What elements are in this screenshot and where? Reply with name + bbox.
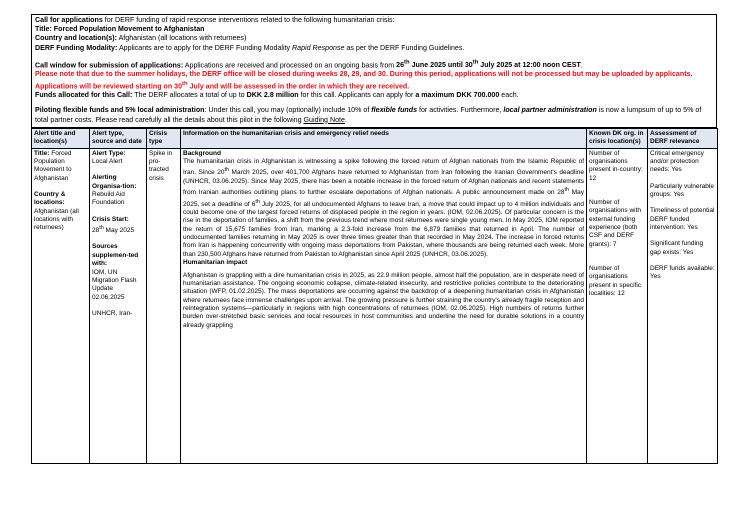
call-modality <box>35 44 713 53</box>
header-known-org: Known DK org. in crisis location(s) <box>587 128 648 148</box>
alerting-org-value: Rebuild Aid Foundation <box>92 190 125 207</box>
header-crisis-type: Crisis type <box>147 128 181 148</box>
pilot-end: is now a lumpsum of up to 5% of total partner costs. Please read carefully all the details about this pilot in the following <box>35 106 702 124</box>
pilot-mid: for activities. Furthermore, <box>417 106 504 115</box>
alerting-org-label: Alerting Organisa-tion: <box>92 174 137 190</box>
pilot-line <box>35 106 713 124</box>
call-intro <box>35 16 713 25</box>
alert-title <box>34 150 87 183</box>
alert-type-label: Alert Type: <box>92 149 126 157</box>
crisis-start-label: Crisis Start: <box>92 215 129 223</box>
call-modality-end: as per the DERF Funding Guidelines. <box>344 43 465 52</box>
call-country <box>35 34 713 43</box>
header-information: Information on the humanitarian crisis and emergency relief needs <box>181 128 587 148</box>
window-mid: June 2025 until 30 <box>409 61 473 70</box>
call-window-dates <box>396 61 581 69</box>
impact-paragraph: Afghanistan is grappling with a dire humanitarian crisis in 2025, as 22.9 million people, almost half the population, are in desperate need of humanitarian assistance. The ongoing economic collapse, climate-related insecurity, and restrictive policies contribute to the deteriorating situation (WFP, 01.02.2025). The mass deportations are occurring against the backdrop of a deepening humanitarian crisis in Afghanistan where returnees face immense challenges upon arrival. The growing pressure is further straining the country's already fragile reception and reintegration systems—particularly in regions with high concentrations of returnees (IOM, 02.06.2025). High numbers of returns further burden over-stretched basic services and local resources in host communities and underline the need for durable solutions in a country already grappling <box>183 271 584 329</box>
bg-sup-1: th <box>224 167 230 174</box>
alert-type-value: Local Alert <box>92 157 123 165</box>
table-header-row <box>32 128 718 148</box>
assess-vulnerable: Particularly vulnerable groups: Yes <box>650 182 714 198</box>
org-count-in-country: Number of organisations present in-country: 12 <box>589 149 643 182</box>
call-modality-label: DERF Funding Modality: <box>35 43 118 52</box>
funds-label: Funds allocated for this Call: <box>35 91 133 100</box>
call-modality-italic: Rapid Response <box>292 43 345 52</box>
pilot-text: : Under this call, you may (optionally) include 10% of <box>204 106 372 115</box>
guiding-dot: . <box>344 115 347 124</box>
pilot-local: local partner administration <box>503 106 597 115</box>
crisis-type-value: Spike in pro-tracted crisis <box>149 149 173 182</box>
window-dot: . <box>580 61 583 70</box>
call-intro-text: for DERF funding of rapid response interventions related to the following humanitarian crisis: <box>102 16 395 24</box>
funds-mid: for this call. Applicants can apply for <box>298 91 416 100</box>
pilot-label: Piloting flexible funds and 5% local administration <box>35 106 205 115</box>
header-alert-type: Alert type, source and date <box>90 128 147 148</box>
window-to-sup: th <box>472 59 479 66</box>
window-end: July 2025 at 12:00 noon CEST <box>478 61 581 70</box>
funds-total: DKK 2.8 million <box>246 91 299 100</box>
impact-heading: Humanitarian impact <box>183 259 248 267</box>
funds-line <box>35 91 713 100</box>
call-country-value: Afghanistan (all locations with returnees) <box>116 34 247 43</box>
assess-funds-available: DERF funds available: Yes <box>650 265 715 281</box>
alert-country-label: Country & locations: <box>34 190 66 207</box>
header-alert-title: Alert title and location(s) <box>32 128 90 148</box>
crisis-start-month: May 2025 <box>103 227 135 235</box>
assess-funding-gap: Significant funding gap exists: Yes <box>650 240 704 256</box>
cell-information <box>181 148 587 463</box>
table-row <box>32 148 718 463</box>
call-summary-box <box>31 14 717 128</box>
background-paragraph <box>183 158 584 259</box>
cell-alert-type <box>90 148 147 463</box>
call-country-label: Country and location(s): <box>35 34 117 43</box>
holiday-notice-end: July and will be assessed in the order in which they are received. <box>187 81 410 90</box>
cell-crisis-type <box>147 148 181 463</box>
funds-max: a maximum DKK 700.000 <box>415 91 500 100</box>
bg-text-1: The humanitarian crisis in Afghanistan is witnessing a spike following the forced return of Afghan nationals from the Islamic Republic of Iran. Since 20 <box>183 157 584 177</box>
alert-country-value: Afghanistan (all locations with returnees) <box>34 207 79 232</box>
alert-title-value: Forced Population Movement to Afghanistan <box>34 149 72 182</box>
assess-timeliness: Timeliness of potential DERF funded intervention: Yes <box>650 207 715 231</box>
pilot-flex: flexible funds <box>371 106 418 115</box>
holiday-notice-text: Please note that due to the summer holidays, the DERF office will be closed during weeks 28, 29, and 30. During this period, applications will not be processed but may be uploaded by applicants. Applications will be reviewed starting on 30 <box>35 70 693 90</box>
crisis-start-day: 28 <box>92 227 100 235</box>
funds-text: The DERF allocates a total of up to <box>132 91 247 100</box>
sources-label: Sources supplemen-ted with: <box>92 243 139 268</box>
guiding-note-link[interactable]: Guiding Note <box>303 115 345 124</box>
call-title-text: Title: Forced Population Movement to Afghanistan <box>35 25 205 34</box>
bg-text-3: May 2025, set a deadline of 6 <box>183 189 584 208</box>
window-from-sup: th <box>404 59 410 66</box>
sources-more: UNHCR, Iran- <box>92 309 133 317</box>
call-window-label: Call window for submission of applications: <box>35 61 184 70</box>
org-count-localities: Number of organisations present in specific localities: 12 <box>589 265 642 298</box>
background-heading: Background <box>183 149 221 157</box>
document-page <box>31 14 717 464</box>
holiday-notice <box>35 70 713 91</box>
cell-assessment <box>648 148 718 463</box>
window-from: 26 <box>396 61 405 70</box>
header-assessment: Assessment of DERF relevance <box>648 128 718 148</box>
crisis-start-sup: th <box>99 224 104 231</box>
call-window <box>35 59 713 71</box>
call-title <box>35 25 713 34</box>
bg-sup-3: th <box>255 198 260 205</box>
sources-value: IOM, UN Migration Flash Update 02.06.2025 <box>92 268 137 301</box>
crisis-start-value <box>92 224 144 236</box>
cell-known-org <box>587 148 648 463</box>
alert-table <box>31 128 718 464</box>
call-intro-label: Call for applications <box>35 16 103 24</box>
assess-critical: Critical emergency and/or protection needs: Yes <box>650 149 704 174</box>
holiday-notice-sup: th <box>182 80 188 87</box>
bg-sup-2: th <box>564 187 569 194</box>
org-count-funding: Number of organisations with external funding experience (both CSF and DERF grants): 7 <box>589 198 642 248</box>
cell-alert-title <box>32 148 90 463</box>
call-modality-text: Applicants are to apply for the DERF Funding Modality <box>117 43 293 52</box>
call-window-text: Applications are received and processed on an ongoing basis from <box>183 61 397 70</box>
alert-title-label: Title: <box>34 149 50 157</box>
alerting-org <box>92 174 144 207</box>
funds-end: each. <box>499 91 519 100</box>
bg-text-2: March 2025, over 401,700 Afghans have returned to Afghanistan from Iran following the Iranian Government's deadline (UNHCR, 03.06.2025). Since May 2025, there has been a notable increase in the forced return of Afghan nationals and recent statements from Iranian authorities outlining plans to further escalate deportations of Afghan nationals. A public announcement made on 28 <box>183 169 584 197</box>
bg-text-4: July 2025, for all undocumented Afghans to leave Iran, a move that could impact up to 4 million individuals and could become one of the largest forced returns of displaced people in the region in years. (IOM, 02.06.2025). Of particular concern is the rise in the deportation of families, a shift from the previous trend where most returnees were single young men. In May 2025, IOM reported the return of 15,675 families from Iran, marking a 2.3-fold increase from the 6,879 families that returned in April. The number of undocumented families returning in May 2025 is over three times greater than that recorded in May 2024. The increase in forced returns from Iran is happening concurrently with ongoing mass deportations from Pakistan, where thousands are being returned each week. More than 230,500 Afghans have returned from Pakistan to Afghanistan since April 2025 (UNHCR, 03.06.2025). <box>183 200 584 258</box>
